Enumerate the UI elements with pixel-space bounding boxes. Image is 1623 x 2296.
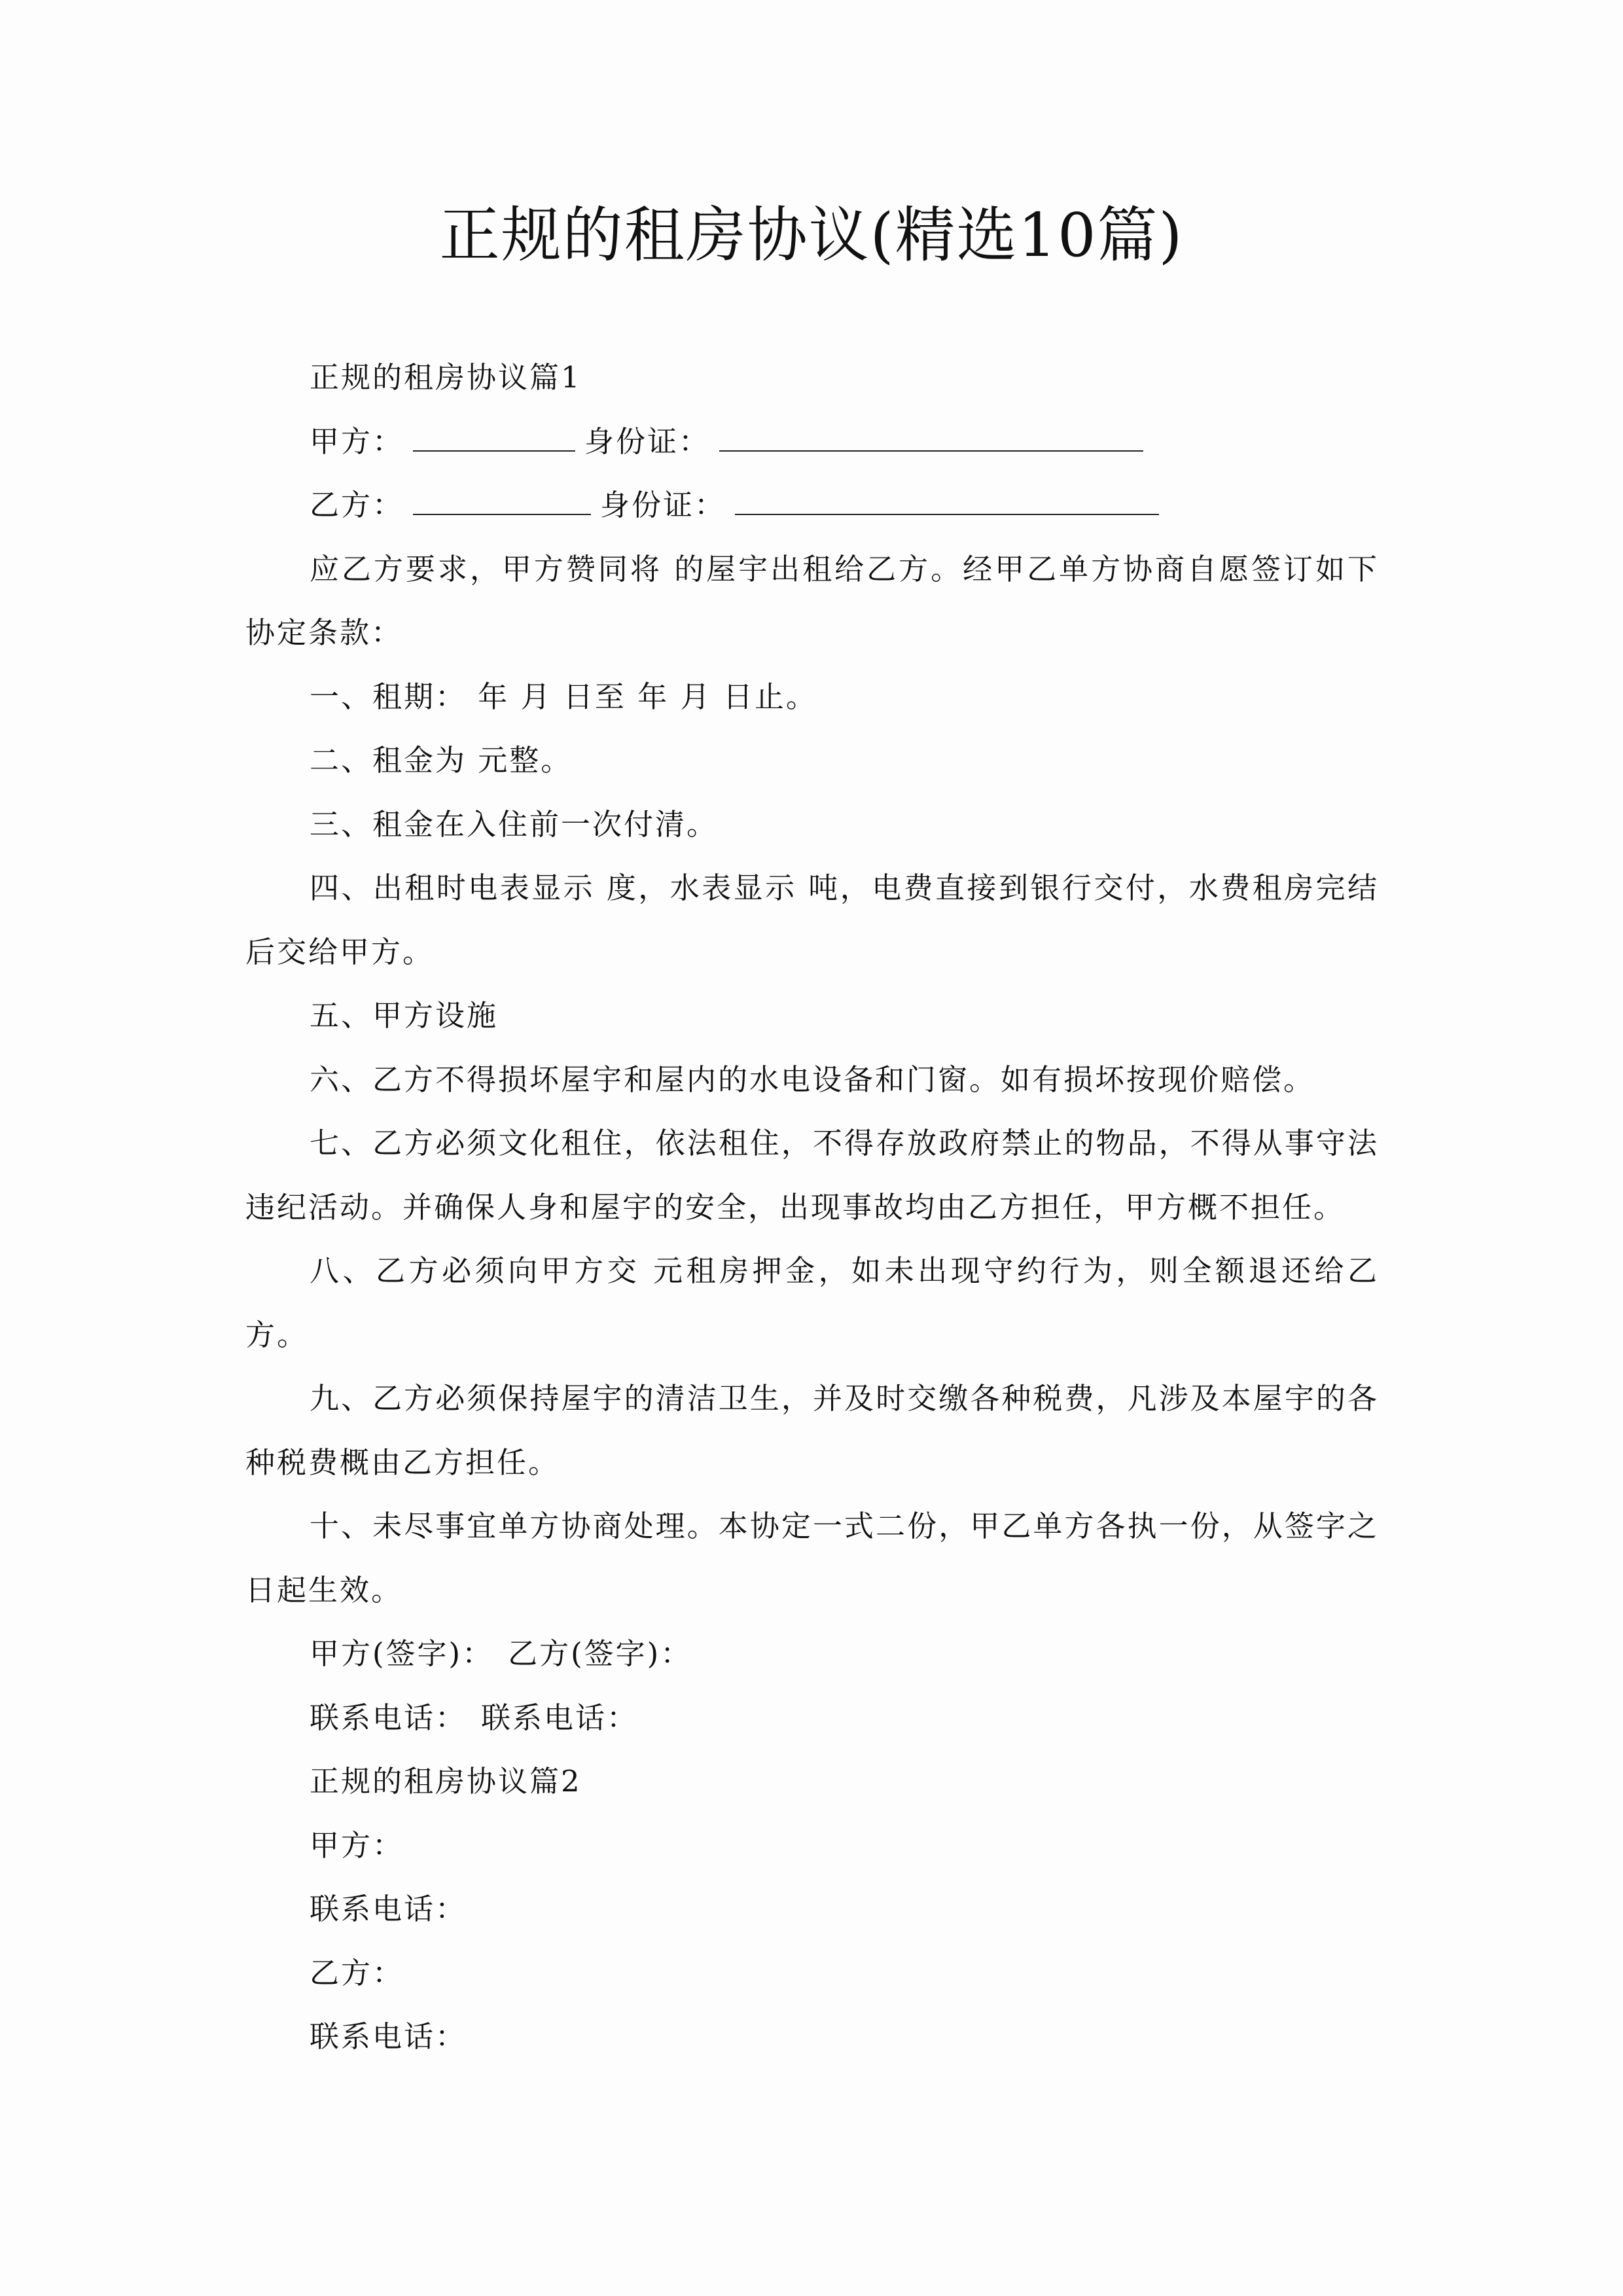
party-a-line	[245, 410, 1379, 474]
party-b-id-label: 身份证：	[600, 488, 726, 522]
clause-1: 一、租期： 年 月 日至 年 月 日止。	[310, 679, 817, 714]
clause-7: 七、乙方必须文化租住，依法租住，不得存放政府禁止的物品，不得从事守法违纪活动。并确保人身和屋宇的安全，出现事故均由乙方担任，甲方概不担任。	[245, 1126, 1379, 1225]
signature-b-label: 乙方(签字)：	[508, 1636, 692, 1671]
phone-a-label: 联系电话：	[310, 1700, 467, 1735]
party-a-name-blank	[413, 416, 575, 452]
section-2-party-a: 甲方：	[310, 1827, 404, 1863]
section-1-heading: 正规的租房协议篇1	[310, 360, 582, 395]
clause-2: 二、租金为 元整。	[310, 743, 573, 778]
party-a-id-label: 身份证：	[584, 423, 711, 459]
party-a-label: 甲方：	[310, 423, 404, 459]
document-title: 正规的租房协议(精选10篇)	[439, 200, 1184, 270]
party-b-label: 乙方：	[310, 488, 404, 522]
clause-6: 六、乙方不得损坏屋宇和屋内的水电设备和门窗。如有损坏按现价赔偿。	[310, 1062, 1315, 1097]
clause-8: 八、乙方必须向甲方交 元租房押金，如未出现守约行为，则全额退还给乙方。	[245, 1253, 1379, 1352]
section-2-heading: 正规的租房协议篇2	[310, 1764, 582, 1799]
party-a-id-blank	[719, 416, 1143, 452]
signature-a-label: 甲方(签字)：	[310, 1636, 494, 1671]
section-2-phone-a: 联系电话：	[310, 1892, 467, 1926]
party-b-name-blank	[413, 480, 591, 515]
phone-line	[245, 1686, 1379, 1750]
section-2-party-b: 乙方：	[310, 1955, 404, 1990]
clause-3: 三、租金在入住前一次付清。	[310, 806, 719, 842]
party-b-line	[245, 473, 1379, 537]
signature-line	[245, 1622, 1379, 1686]
clause-10: 十、未尽事宜单方协商处理。本协定一式二份，甲乙单方各执一份，从签字之日起生效。	[245, 1509, 1379, 1607]
clause-5: 五、甲方设施	[310, 998, 499, 1033]
intro-paragraph: 应乙方要求，甲方赞同将 的屋宇出租给乙方。经甲乙单方协商自愿签订如下协定条款：	[245, 551, 1379, 650]
clause-9: 九、乙方必须保持屋宇的清洁卫生，并及时交缴各种税费，凡涉及本屋宇的各种税费概由乙方担任。	[245, 1381, 1379, 1480]
section-2-phone-b: 联系电话：	[310, 2019, 467, 2054]
phone-b-label: 联系电话：	[481, 1700, 639, 1735]
clause-4: 四、出租时电表显示 度，水表显示 吨，电费直接到银行交付，水费租房完结后交给甲方。	[245, 870, 1379, 969]
document-body	[245, 346, 1379, 2069]
party-b-id-blank	[735, 480, 1159, 515]
